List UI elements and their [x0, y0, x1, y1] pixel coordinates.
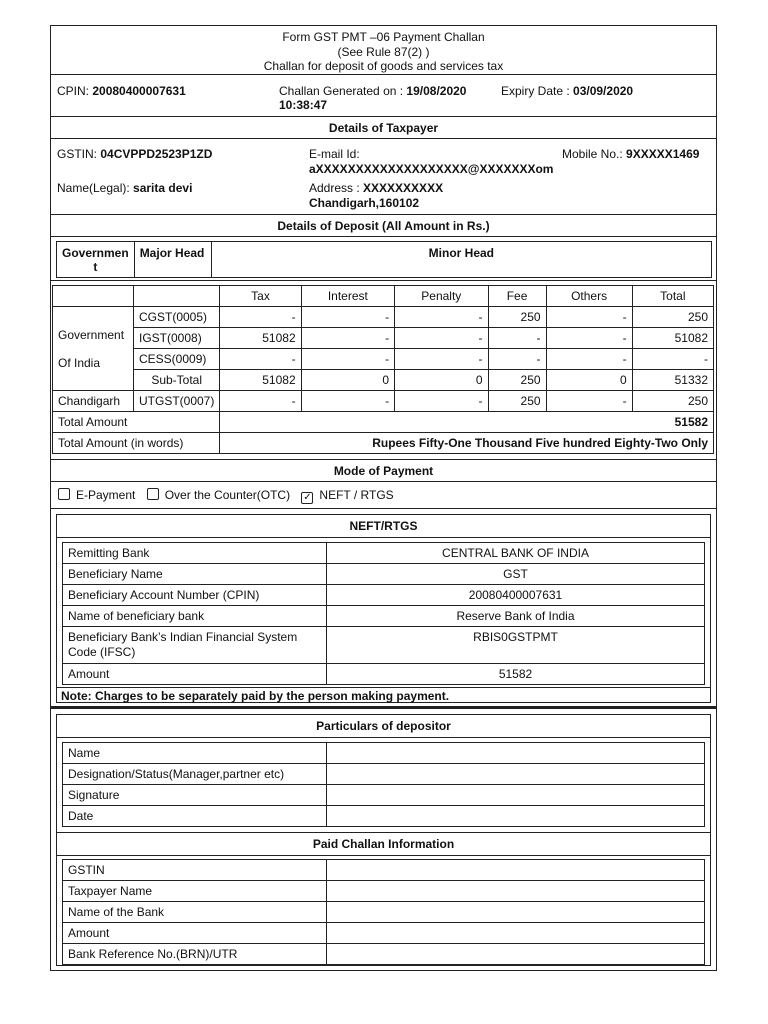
table-row: Chandigarh UTGST(0007) - - - 250 - 250 — [53, 391, 714, 412]
deposit-section-title: Details of Deposit (All Amount in Rs.) — [50, 215, 717, 237]
depositor-box — [56, 714, 711, 966]
depositor-section — [50, 709, 717, 971]
table-row: CESS(0009) - - - - - - — [53, 349, 714, 370]
table-row: Signature — [63, 785, 705, 806]
deposit-table-wrapper — [50, 281, 717, 460]
table-row: Government Of India CGST(0005) - - - 250 - 250 — [53, 307, 714, 328]
paid-brn-value[interactable] — [327, 944, 705, 965]
table-row: Name — [63, 743, 705, 764]
table-row: Remitting Bank CENTRAL BANK OF INDIA — [63, 543, 705, 564]
col-interest: Interest — [301, 286, 394, 307]
expiry-date: Expiry Date : 03/09/2020 — [501, 84, 634, 98]
payment-section-title: Mode of Payment — [50, 460, 717, 482]
challan-form — [50, 25, 717, 971]
paid-challan-title: Paid Challan Information — [57, 832, 710, 856]
neft-title: NEFT/RTGS — [57, 515, 710, 538]
deposit-table — [52, 285, 714, 454]
col-tax: Tax — [220, 286, 301, 307]
amount-words-row: Total Amount (in words) Rupees Fifty-One Thousand Five hundred Eighty-Two Only — [53, 433, 714, 454]
legal-name: Name(Legal): sarita devi — [57, 181, 193, 195]
table-row: Name of the Bank — [63, 902, 705, 923]
table-row: Amount — [63, 923, 705, 944]
table-row: GSTIN — [63, 860, 705, 881]
charges-note: Note: Charges to be separately paid by the person making payment. — [57, 687, 710, 705]
head-table — [56, 241, 712, 278]
minor-head: Minor Head — [211, 242, 711, 278]
depositor-date-value[interactable] — [327, 806, 705, 827]
depositor-title: Particulars of depositor — [57, 715, 710, 738]
head-table-wrapper — [50, 237, 717, 281]
table-row: Taxpayer Name — [63, 881, 705, 902]
payment-options: E-Payment Over the Counter(OTC) ✓ NEFT / RTGS — [50, 482, 717, 509]
neft-box — [56, 514, 711, 703]
table-row: IGST(0008) 51082 - - - - 51082 — [53, 328, 714, 349]
table-row: Sub-Total 51082 0 0 250 0 51332 — [53, 370, 714, 391]
neft-checkbox[interactable]: ✓ — [303, 492, 312, 503]
cpin: CPIN: 20080400007631 — [57, 84, 186, 98]
paid-bank-value[interactable] — [327, 902, 705, 923]
col-total: Total — [632, 286, 713, 307]
mobile: Mobile No.: 9XXXXX1469 — [562, 147, 700, 161]
paid-amount-value[interactable] — [327, 923, 705, 944]
taxpayer-details — [50, 139, 717, 215]
total-amount-row: Total Amount 51582 — [53, 412, 714, 433]
table-row: Name of beneficiary bank Reserve Bank of India — [63, 606, 705, 627]
total-amount: 51582 — [674, 415, 708, 429]
col-penalty: Penalty — [395, 286, 488, 307]
paid-taxpayer-value[interactable] — [327, 881, 705, 902]
neft-section — [50, 509, 717, 709]
form-header — [50, 25, 717, 75]
otc-checkbox[interactable] — [147, 488, 159, 500]
table-row: Beneficiary Bank’s Indian Financial System Code (IFSC) RBIS0GSTPMT — [63, 627, 705, 664]
taxpayer-section-title: Details of Taxpayer — [50, 117, 717, 139]
address: Address : XXXXXXXXXX Chandigarh,160102 — [309, 181, 444, 210]
e-payment-checkbox[interactable] — [58, 488, 70, 500]
amount-in-words: Rupees Fifty-One Thousand Five hundred Eighty-Two Only — [372, 436, 708, 450]
form-rule: (See Rule 87(2) ) — [337, 44, 430, 59]
form-subtitle: Challan for deposit of goods and services tax — [263, 59, 504, 73]
paid-challan-table — [62, 859, 705, 965]
col-fee: Fee — [488, 286, 546, 307]
table-row: Bank Reference No.(BRN)/UTR — [63, 944, 705, 965]
government-of-india: Government Of India — [53, 307, 134, 391]
government-head: Governmen t — [57, 242, 135, 278]
cpin-row — [50, 75, 717, 117]
depositor-name-value[interactable] — [327, 743, 705, 764]
depositor-designation-value[interactable] — [327, 764, 705, 785]
gstin: GSTIN: 04CVPPD2523P1ZD — [57, 147, 213, 161]
depositor-signature-value[interactable] — [327, 785, 705, 806]
neft-table — [62, 542, 705, 685]
form-title: Form GST PMT –06 Payment Challan — [282, 30, 485, 44]
major-head: Major Head — [134, 242, 211, 278]
table-row: Beneficiary Name GST — [63, 564, 705, 585]
table-row: Amount 51582 — [63, 664, 705, 685]
email: E-mail Id: aXXXXXXXXXXXXXXXXXXX@XXXXXXXom — [309, 147, 554, 176]
table-row: Date — [63, 806, 705, 827]
paid-gstin-value[interactable] — [327, 860, 705, 881]
table-row: Designation/Status(Manager,partner etc) — [63, 764, 705, 785]
col-others: Others — [546, 286, 632, 307]
challan-generated: Challan Generated on : 19/08/2020 10:38:47 — [279, 84, 467, 112]
depositor-table — [62, 742, 705, 827]
deposit-header-row — [53, 286, 714, 307]
table-row: Beneficiary Account Number (CPIN) 20080400007631 — [63, 585, 705, 606]
